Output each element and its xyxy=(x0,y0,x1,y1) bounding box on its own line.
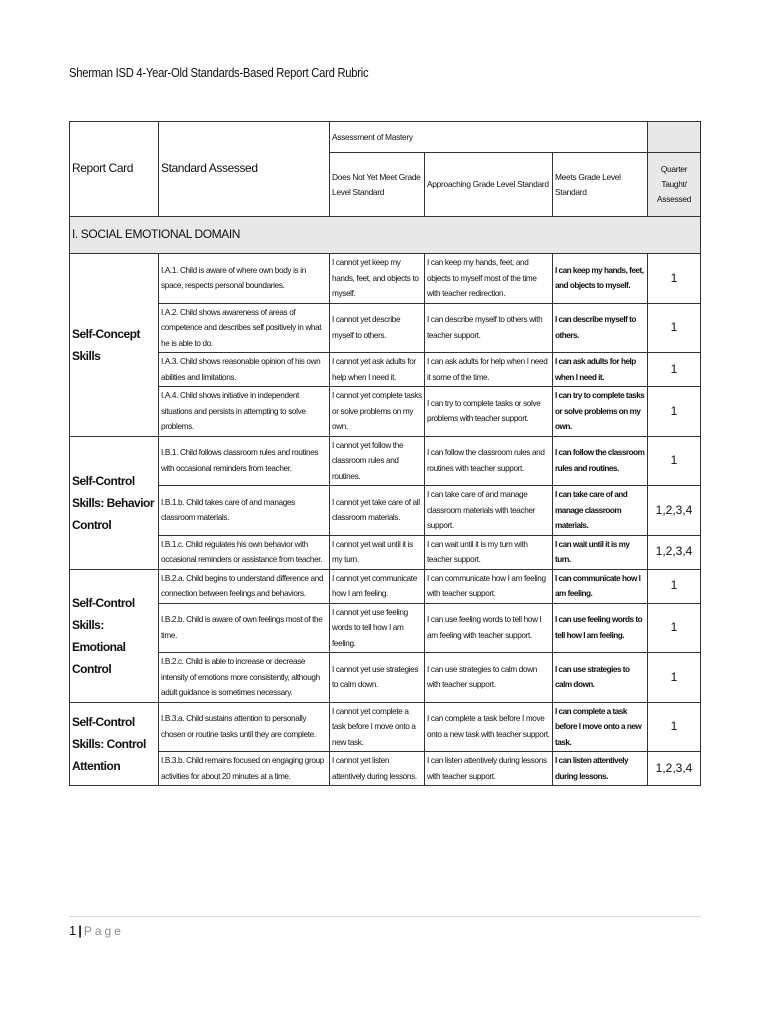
approaching-cell: I can listen attentively during lessons with teacher support. xyxy=(425,752,553,786)
standard-cell: I.A.1. Child is aware of where own body is in space, respects personal boundaries. xyxy=(159,254,330,304)
category-label: Self-Concept Skills xyxy=(70,254,159,437)
header-quarter-spacer xyxy=(648,122,701,153)
standard-cell: I.B.3.a. Child sustains attention to personally chosen or routine tasks until they are complete. xyxy=(159,702,330,752)
header-quarter: Quarter Taught/ Assessed xyxy=(648,153,701,217)
page-footer xyxy=(69,923,124,938)
table-row xyxy=(70,603,701,653)
meets-cell: I can use feeling words to tell how I am feeling. xyxy=(553,603,648,653)
approaching-cell: I can communicate how I am feeling with teacher support. xyxy=(425,569,553,603)
meets-cell: I can complete a task before I move onto a new task. xyxy=(553,702,648,752)
rubric-table xyxy=(69,121,701,786)
header-assessment-of-mastery: Assessment of Mastery xyxy=(330,122,648,153)
footer-divider xyxy=(69,916,701,917)
not-yet-cell: I cannot yet keep my hands, feet, and objects to myself. xyxy=(330,254,425,304)
quarter-cell: 1 xyxy=(648,603,701,653)
approaching-cell: I can use strategies to calm down with teacher support. xyxy=(425,653,553,703)
table-row xyxy=(70,436,701,486)
approaching-cell: I can keep my hands, feet, and objects to myself most of the time with teacher redirection. xyxy=(425,254,553,304)
approaching-cell: I can take care of and manage classroom materials with teacher support. xyxy=(425,486,553,536)
quarter-cell: 1 xyxy=(648,436,701,486)
meets-cell: I can describe myself to others. xyxy=(553,303,648,353)
not-yet-cell: I cannot yet complete a task before I move onto a new task. xyxy=(330,702,425,752)
table-row xyxy=(70,702,701,752)
standard-cell: I.B.3.b. Child remains focused on engaging group activities for about 20 minutes at a time. xyxy=(159,752,330,786)
quarter-cell: 1 xyxy=(648,702,701,752)
header-standard-assessed: Standard Assessed xyxy=(159,122,330,217)
domain-row xyxy=(70,217,701,254)
header-meets: Meets Grade Level Standard xyxy=(553,153,648,217)
page-number: 1 xyxy=(69,923,77,938)
standard-cell: I.B.1. Child follows classroom rules and routines with occasional reminders from teacher. xyxy=(159,436,330,486)
standard-cell: I.B.2.b. Child is aware of own feelings most of the time. xyxy=(159,603,330,653)
table-row xyxy=(70,254,701,304)
table-row xyxy=(70,387,701,437)
not-yet-cell: I cannot yet wait until it is my turn. xyxy=(330,535,425,569)
approaching-cell: I can use feeling words to tell how I am feeling with teacher support. xyxy=(425,603,553,653)
quarter-cell: 1,2,3,4 xyxy=(648,535,701,569)
page-separator: | xyxy=(78,923,82,938)
quarter-cell: 1,2,3,4 xyxy=(648,752,701,786)
header-does-not-yet-meet: Does Not Yet Meet Grade Level Standard xyxy=(330,153,425,217)
not-yet-cell: I cannot yet use feeling words to tell how I am feeling. xyxy=(330,603,425,653)
quarter-cell: 1 xyxy=(648,353,701,387)
meets-cell: I can keep my hands, feet, and objects to myself. xyxy=(553,254,648,304)
meets-cell: I can try to complete tasks or solve problems on my own. xyxy=(553,387,648,437)
not-yet-cell: I cannot yet describe myself to others. xyxy=(330,303,425,353)
table-row xyxy=(70,353,701,387)
quarter-cell: 1 xyxy=(648,653,701,703)
table-row xyxy=(70,486,701,536)
not-yet-cell: I cannot yet communicate how I am feeling. xyxy=(330,569,425,603)
not-yet-cell: I cannot yet ask adults for help when I need it. xyxy=(330,353,425,387)
meets-cell: I can communicate how I am feeling. xyxy=(553,569,648,603)
standard-cell: I.A.4. Child shows initiative in independent situations and persists in attempting to solve problems. xyxy=(159,387,330,437)
table-row xyxy=(70,653,701,703)
quarter-cell: 1 xyxy=(648,569,701,603)
table-row xyxy=(70,752,701,786)
not-yet-cell: I cannot yet take care of all classroom materials. xyxy=(330,486,425,536)
category-label: Self-Control Skills: Behavior Control xyxy=(70,436,159,569)
quarter-cell: 1 xyxy=(648,254,701,304)
approaching-cell: I can describe myself to others with teacher support. xyxy=(425,303,553,353)
not-yet-cell: I cannot yet listen attentively during lessons. xyxy=(330,752,425,786)
category-label: Self-Control Skills: Emotional Control xyxy=(70,569,159,702)
quarter-cell: 1,2,3,4 xyxy=(648,486,701,536)
domain-title: I. SOCIAL EMOTIONAL DOMAIN xyxy=(70,217,701,254)
table-row xyxy=(70,303,701,353)
standard-cell: I.A.2. Child shows awareness of areas of competence and describes self positively in what he is able to do. xyxy=(159,303,330,353)
approaching-cell: I can ask adults for help when I need it some of the time. xyxy=(425,353,553,387)
table-row xyxy=(70,569,701,603)
approaching-cell: I can try to complete tasks or solve problems with teacher support. xyxy=(425,387,553,437)
meets-cell: I can listen attentively during lessons. xyxy=(553,752,648,786)
approaching-cell: I can wait until it is my turn with teacher support. xyxy=(425,535,553,569)
approaching-cell: I can follow the classroom rules and routines with teacher support. xyxy=(425,436,553,486)
quarter-cell: 1 xyxy=(648,387,701,437)
meets-cell: I can take care of and manage classroom materials. xyxy=(553,486,648,536)
meets-cell: I can use strategies to calm down. xyxy=(553,653,648,703)
not-yet-cell: I cannot yet complete tasks or solve problems on my own. xyxy=(330,387,425,437)
approaching-cell: I can complete a task before I move onto a new task with teacher support. xyxy=(425,702,553,752)
standard-cell: I.B.2.c. Child is able to increase or decrease intensity of emotions more consistently, although adult guidance is sometimes necessary. xyxy=(159,653,330,703)
table-row xyxy=(70,535,701,569)
quarter-cell: 1 xyxy=(648,303,701,353)
meets-cell: I can follow the classroom rules and routines. xyxy=(553,436,648,486)
category-label: Self-Control Skills: Control Attention xyxy=(70,702,159,786)
standard-cell: I.A.3. Child shows reasonable opinion of his own abilities and limitations. xyxy=(159,353,330,387)
rubric-body xyxy=(70,217,701,786)
standard-cell: I.B.2.a. Child begins to understand difference and connection between feelings and behaviors. xyxy=(159,569,330,603)
not-yet-cell: I cannot yet follow the classroom rules and routines. xyxy=(330,436,425,486)
meets-cell: I can wait until it is my turn. xyxy=(553,535,648,569)
header-approaching: Approaching Grade Level Standard xyxy=(425,153,553,217)
document-title: Sherman ISD 4-Year-Old Standards-Based Report Card Rubric xyxy=(69,66,369,80)
header-report-card: Report Card xyxy=(70,122,159,217)
page-label: Page xyxy=(83,924,124,938)
standard-cell: I.B.1.c. Child regulates his own behavior with occasional reminders or assistance from teacher. xyxy=(159,535,330,569)
not-yet-cell: I cannot yet use strategies to calm down. xyxy=(330,653,425,703)
meets-cell: I can ask adults for help when I need it. xyxy=(553,353,648,387)
standard-cell: I.B.1.b. Child takes care of and manages classroom materials. xyxy=(159,486,330,536)
